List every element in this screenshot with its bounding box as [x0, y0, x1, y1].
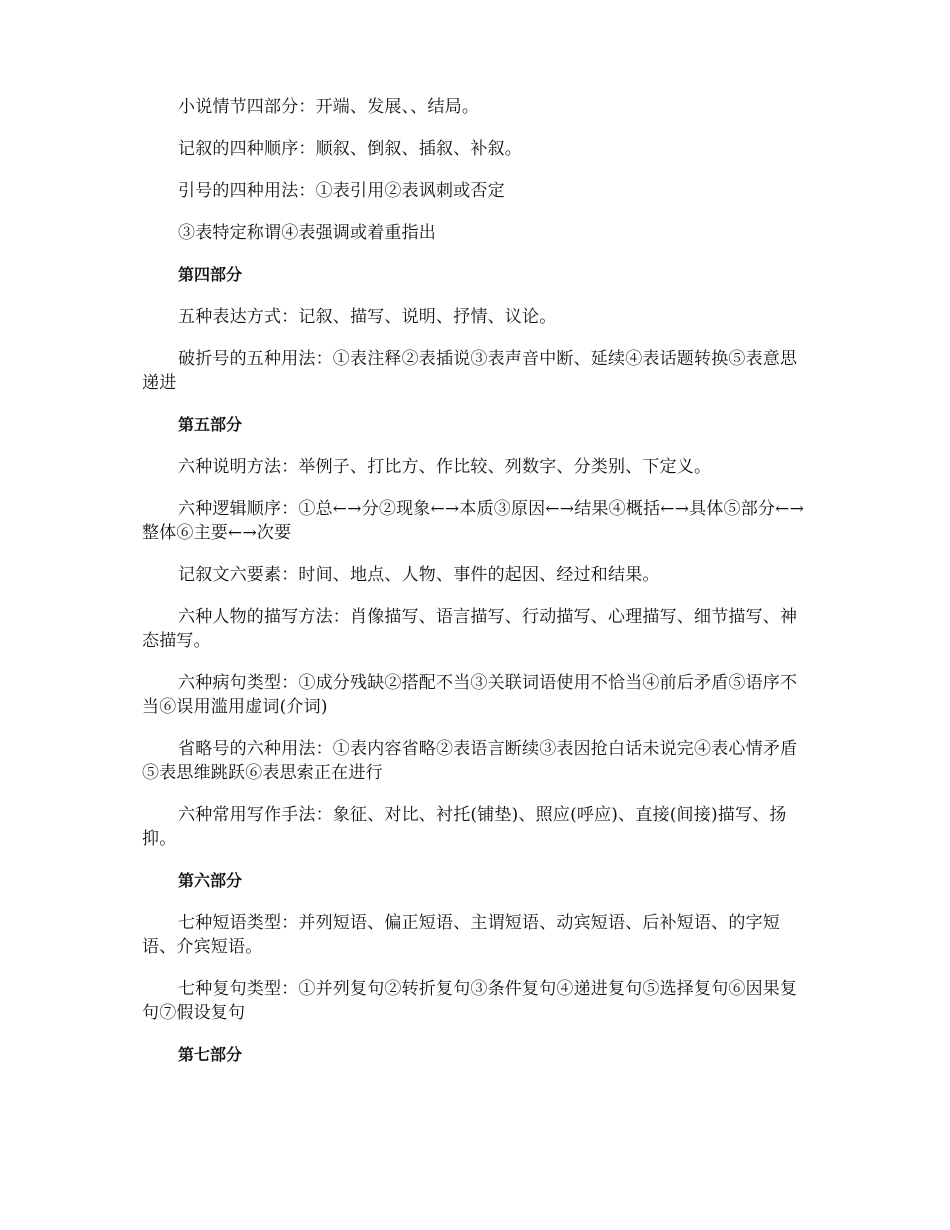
- paragraph-character-description: 六种人物的描写方法：肖像描写、语言描写、行动描写、心理描写、细节描写、神态描写。: [142, 607, 798, 651]
- paragraph-explanation-methods: 六种说明方法：举例子、打比方、作比较、列数字、分类别、下定义。: [178, 457, 712, 477]
- paragraph-phrase-types: 七种短语类型：并列短语、偏正短语、主谓短语、动宾短语、后补短语、的字短语、介宾短语。: [142, 913, 780, 957]
- section-heading-5: 第五部分: [178, 415, 243, 434]
- document-body: [142, 95, 812, 1085]
- paragraph-complex-sentence-types: 七种复句类型：①并列复句②转折复句③条件复句④递进复句⑤选择复句⑥因果复句⑦假设复句: [142, 979, 798, 1023]
- paragraph-expression-modes: 五种表达方式：记叙、描写、说明、抒情、议论。: [178, 307, 557, 327]
- paragraph-dash-usage: 破折号的五种用法：①表注释②表插说③表声音中断、延续④表话题转换⑤表意思递进: [142, 349, 798, 393]
- paragraph-faulty-sentences: 六种病句类型：①成分残缺②搭配不当③关联词语使用不恰当④前后矛盾⑤语序不当⑥误用滥用虚词(介词): [142, 673, 798, 717]
- paragraph-quotation-marks-2: ③表特定称谓④表强调或着重指出: [178, 223, 436, 243]
- section-heading-4: 第四部分: [178, 265, 243, 284]
- paragraph-writing-techniques: 六种常用写作手法：象征、对比、衬托(铺垫)、照应(呼应)、直接(间接)描写、扬抑。: [142, 805, 787, 849]
- paragraph-ellipsis-usage: 省略号的六种用法：①表内容省略②表语言断续③表因抢白话未说完④表心情矛盾⑤表思维跳跃⑥表思索正在进行: [142, 739, 798, 783]
- section-heading-7: 第七部分: [178, 1045, 243, 1064]
- paragraph-narrative-elements: 记叙文六要素：时间、地点、人物、事件的起因、经过和结果。: [178, 565, 660, 585]
- paragraph-novel-plot: 小说情节四部分：开端、发展、、结局。: [178, 97, 480, 117]
- paragraph-quotation-marks-1: 引号的四种用法：①表引用②表讽刺或否定: [178, 181, 505, 201]
- paragraph-logical-order: 六种逻辑顺序：①总←→分②现象←→本质③原因←→结果④概括←→具体⑤部分←→整体⑥主要←→次要: [142, 499, 805, 543]
- paragraph-narrative-order: 记叙的四种顺序：顺叙、倒叙、插叙、补叙。: [178, 139, 522, 159]
- section-heading-6: 第六部分: [178, 871, 243, 890]
